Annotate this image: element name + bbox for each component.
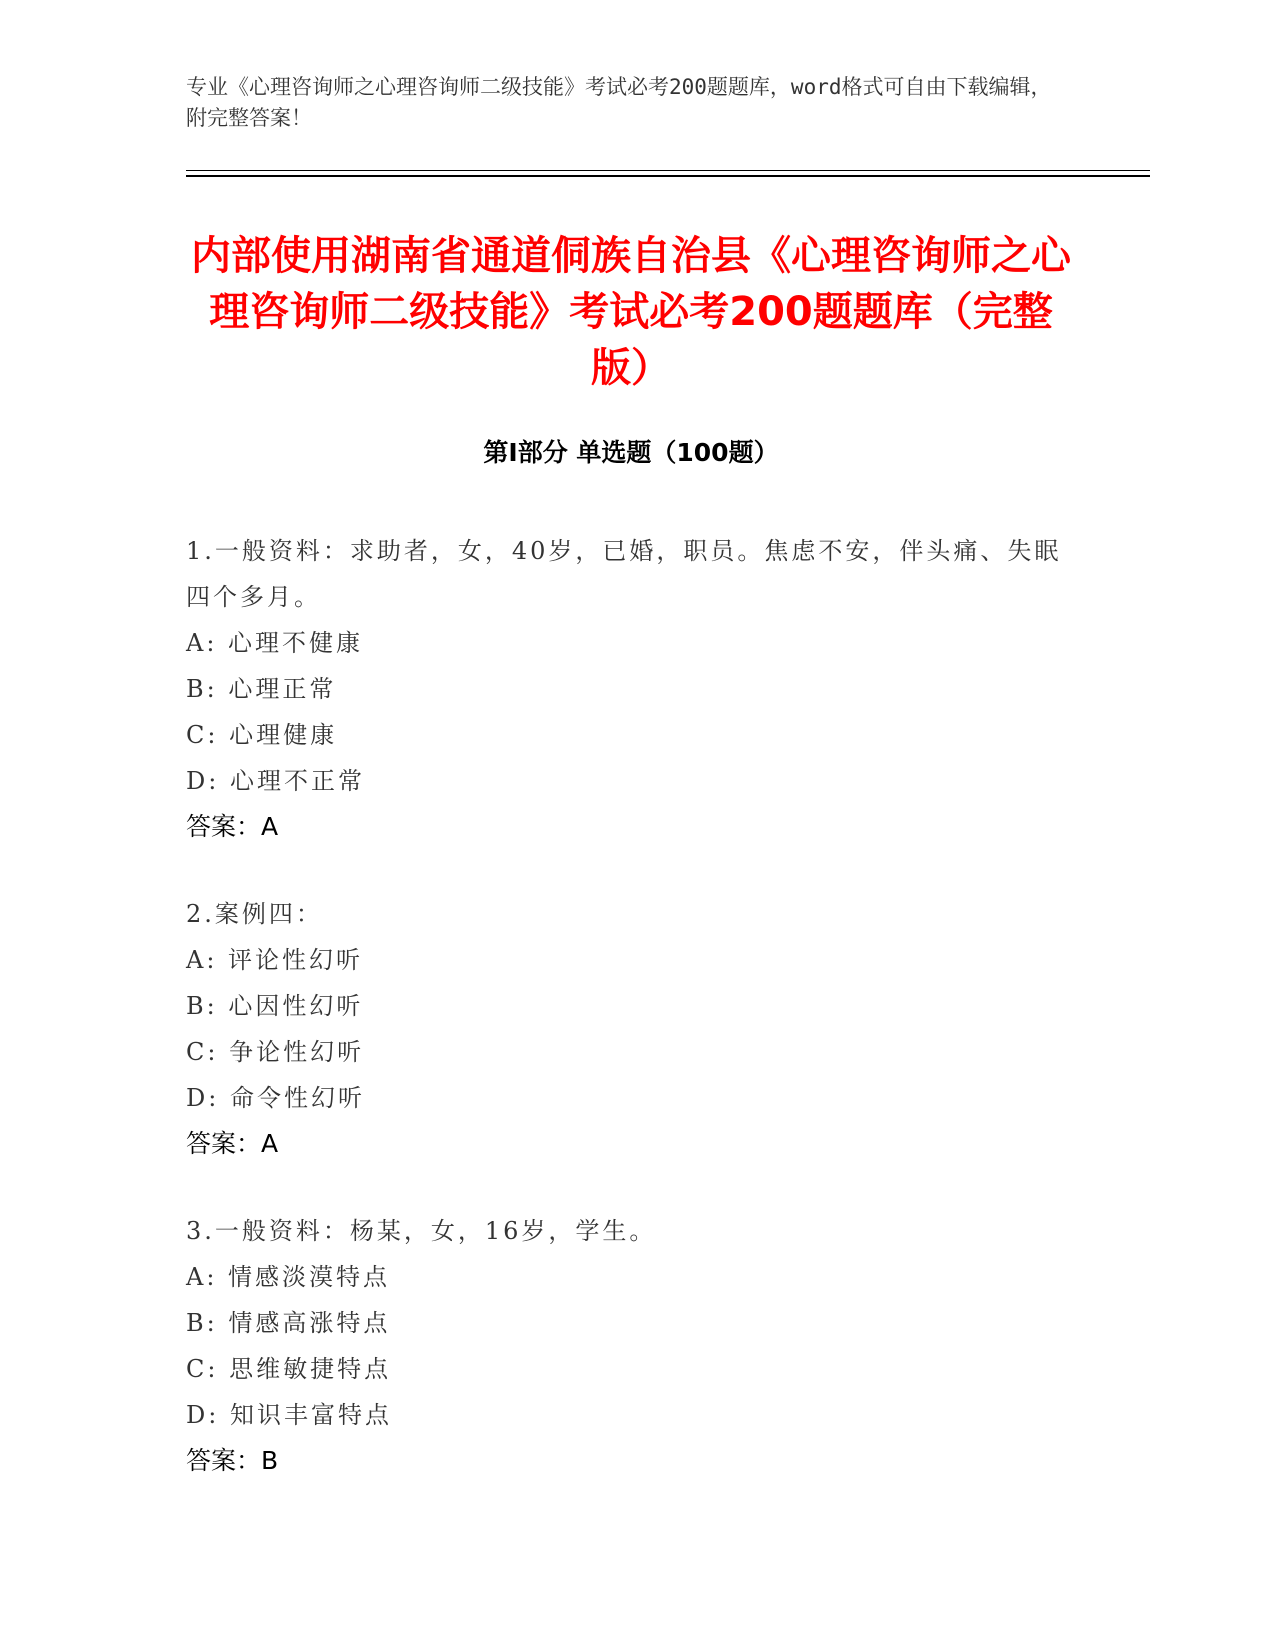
document-title: 内部使用湖南省通道侗族自治县《心理咨询师之心理咨询师二级技能》考试必考200题题库（完整版） [191,233,1071,391]
question-2 [186,891,1076,1167]
answer: 答案：A [186,1129,279,1158]
option-c: C: 心理健康 [186,721,338,749]
option-d: D: 心理不正常 [186,767,365,795]
header-rule-thin [186,170,1150,171]
answer: 答案：B [186,1446,279,1475]
option-a: A: 评论性幻听 [186,946,364,974]
answer: 答案：A [186,812,279,841]
option-d: D: 命令性幻听 [186,1084,365,1112]
question-text: 3.一般资料：杨某，女，16岁，学生。 [186,1217,657,1245]
option-a: A: 情感淡漠特点 [186,1263,391,1291]
question-text: 2.案例四： [186,900,323,928]
question-3 [186,1208,1076,1484]
option-b: B: 心因性幻听 [186,992,364,1020]
section-heading: 第Ⅰ部分 单选题（100题） [483,438,779,467]
header-rule-thick [186,175,1150,177]
option-b: B: 情感高涨特点 [186,1309,391,1337]
option-a: A: 心理不健康 [186,629,364,657]
question-1 [186,528,1076,850]
question-list [186,528,1076,1525]
question-text: 1.一般资料：求助者，女，40岁，已婚，职员。焦虑不安，伴头痛、失眠四个多月。 [186,537,1062,611]
option-c: C: 思维敏捷特点 [186,1355,392,1383]
option-b: B: 心理正常 [186,675,337,703]
header-note: 专业《心理咨询师之心理咨询师二级技能》考试必考200题题库，word格式可自由下载编辑，附完整答案！ [186,75,1052,130]
option-d: D: 知识丰富特点 [186,1401,392,1429]
option-c: C: 争论性幻听 [186,1038,365,1066]
